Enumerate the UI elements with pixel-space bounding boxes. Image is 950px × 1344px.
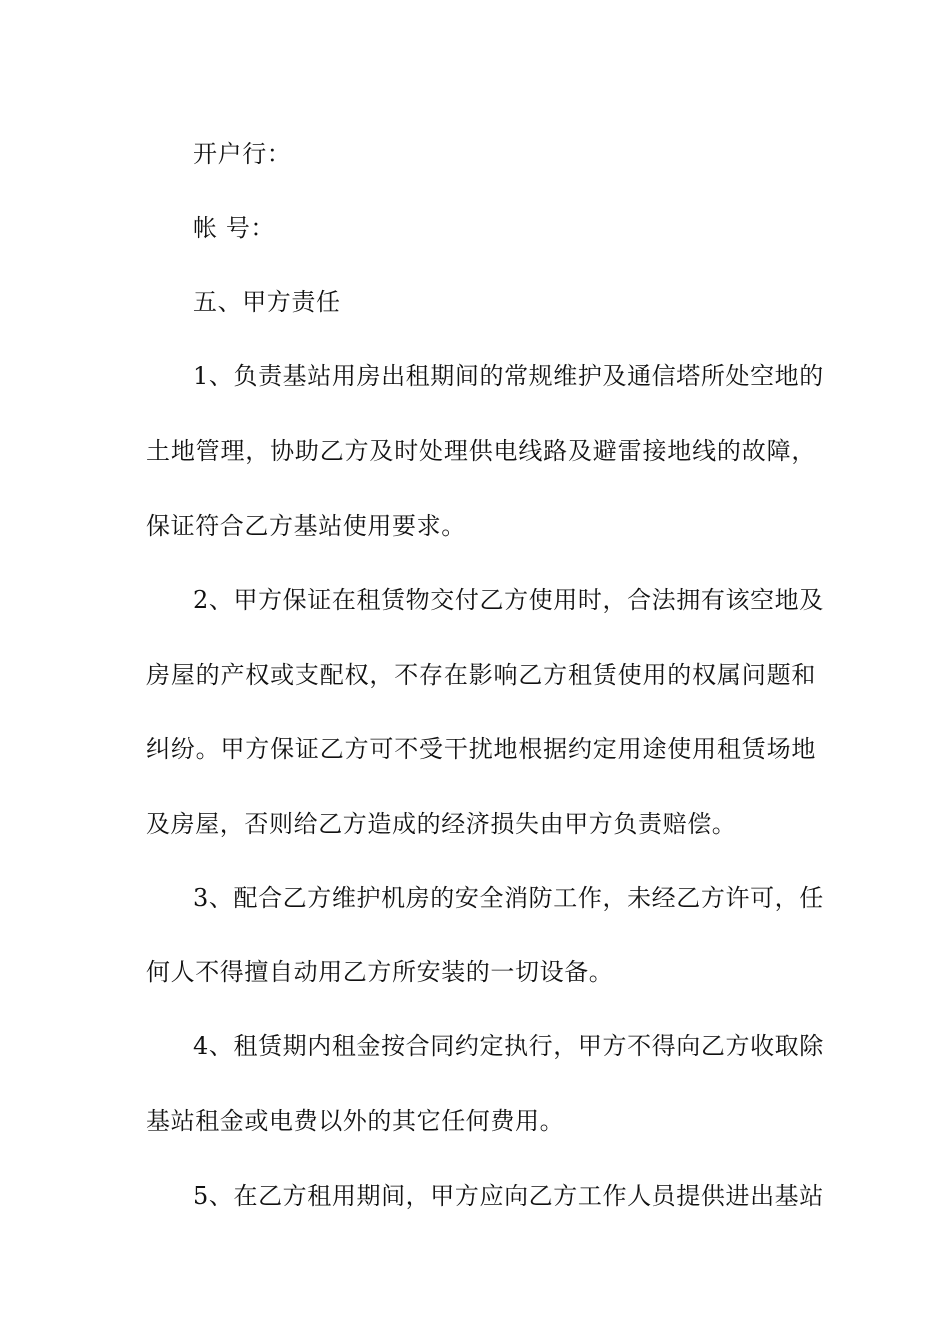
clause-2-line-2: 房屋的产权或支配权，不存在影响乙方租赁使用的权属问题和 bbox=[146, 661, 816, 689]
clause-3-line-2: 何人不得擅自动用乙方所安装的一切设备。 bbox=[146, 958, 614, 986]
clause-2-line-4: 及房屋，否则给乙方造成的经济损失由甲方负责赔偿。 bbox=[146, 810, 737, 838]
account-label: 帐 号： bbox=[193, 214, 276, 242]
clause-2-line-1: 2、甲方保证在租赁物交付乙方使用时，合法拥有该空地及 bbox=[193, 586, 824, 614]
clause-1-line-3: 保证符合乙方基站使用要求。 bbox=[146, 512, 466, 540]
clause-3-line-1: 3、配合乙方维护机房的安全消防工作，未经乙方许可，任 bbox=[193, 884, 824, 912]
clause-4-line-1: 4、租赁期内租金按合同约定执行，甲方不得向乙方收取除 bbox=[193, 1032, 824, 1060]
clause-4-line-2: 基站租金或电费以外的其它任何费用。 bbox=[146, 1107, 565, 1135]
section-heading: 五、甲方责任 bbox=[193, 288, 341, 316]
clause-5-line-1: 5、在乙方租用期间，甲方应向乙方工作人员提供进出基站 bbox=[193, 1182, 824, 1210]
bank-label: 开户行： bbox=[193, 140, 292, 168]
clause-1-line-1: 1、负责基站用房出租期间的常规维护及通信塔所处空地的 bbox=[193, 362, 824, 390]
clause-1-line-2: 土地管理，协助乙方及时处理供电线路及避雷接地线的故障， bbox=[146, 437, 816, 465]
clause-2-line-3: 纠纷。甲方保证乙方可不受干扰地根据约定用途使用租赁场地 bbox=[146, 735, 816, 763]
